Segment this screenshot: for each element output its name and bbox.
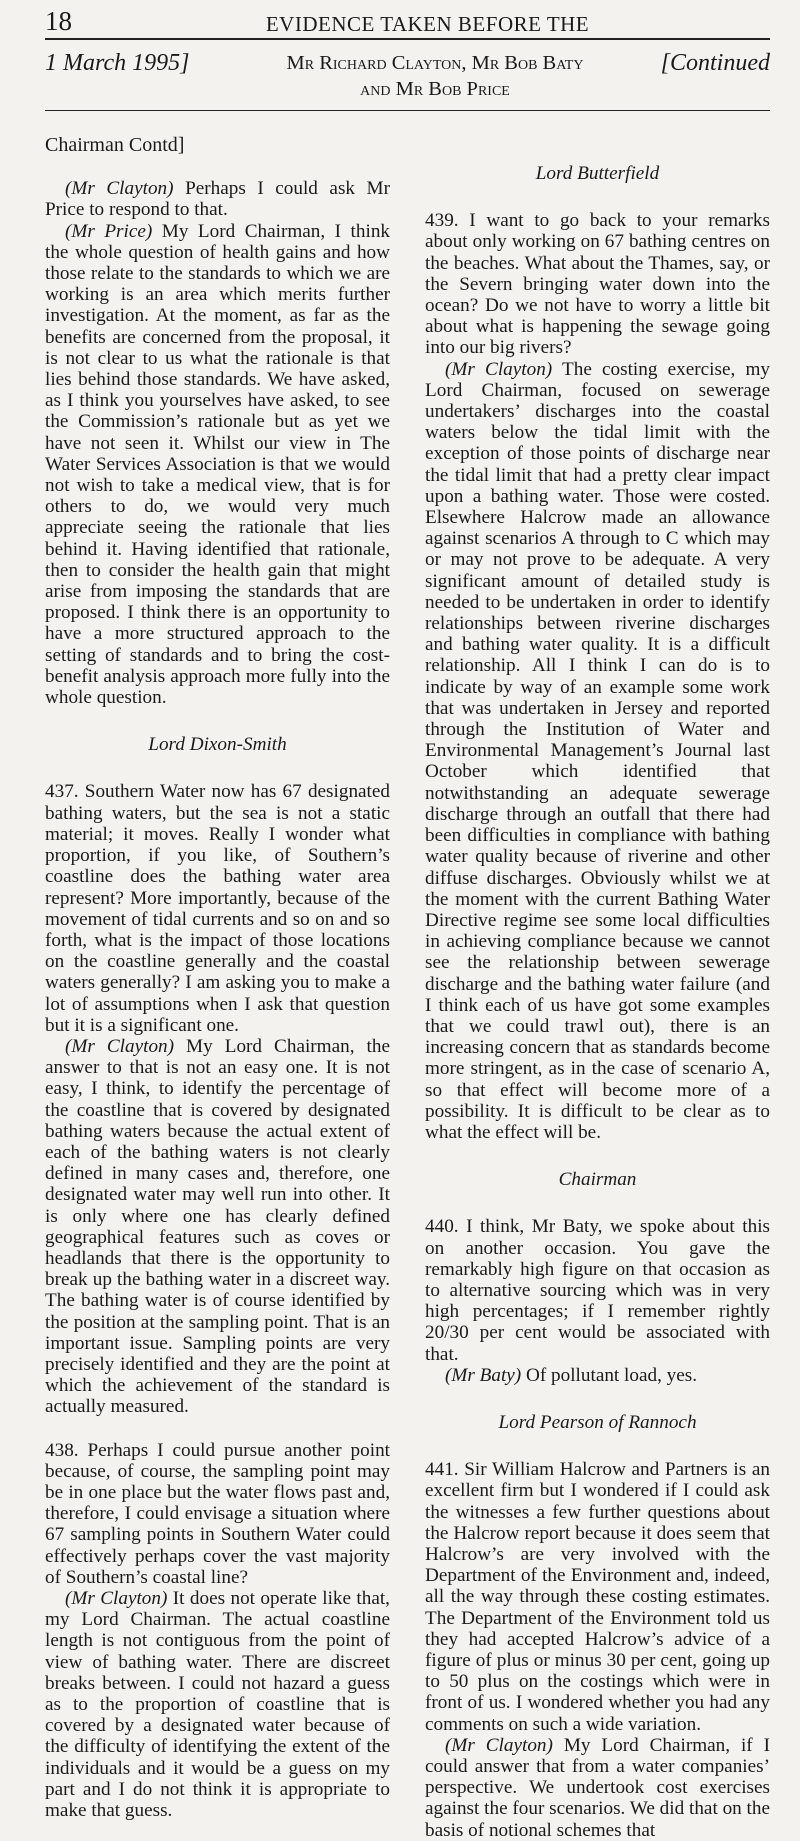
question-438: 438. Perhaps I could pursue another point because, of course, the sampling point may be in one place but the water flows past and, therefore, I could envisage a situation where 67 sampling points in Southern Water could effectively perhaps cover the vast majority of Southern’s coastal line? xyxy=(45,1439,390,1588)
speaker-tag: (Mr Clayton) xyxy=(65,1035,175,1057)
running-head xyxy=(45,0,770,38)
speaker-tag: (Mr Clayton) xyxy=(65,1588,168,1609)
speaker-heading: Chairman xyxy=(558,1169,637,1191)
witness-names-line-2: and Mr Bob Price xyxy=(360,78,510,100)
paragraph-answer xyxy=(425,1735,770,1841)
paragraph-answer xyxy=(45,178,390,220)
answer-text: My Lord Chairman, I think the whole question of health gains and how those relate to the standards to which we are working is an area which merits further investigation. At the moment, as far as the benefits are concerned from the proposal, it is not clear to us what the rationale is that lies behind those standards. We have asked, as I think you yourselves have asked, to see the Commission’s rationale but as yet we have not seen it. Whilst our view in The Water Services Association is that we would not wish to take a medical view, that is for others to do, we would very much appreciate seeing the rationale that lies behind it. Having identified that rationale, then to consider the health gain that might arise from imposing the standards that are proposed. I think there is an opportunity to have a more structured approach to the setting of standards and to bring the cost-benefit analysis approach more fully into the whole question. xyxy=(45,220,391,709)
answer-text: Perhaps I could ask Mr Price to respond to that. xyxy=(45,178,390,221)
question-437: 437. Southern Water now has 67 designated bathing waters, but the sea is not a static material; it moves. Really I wonder what proportion, if you like, of Southern’s coastline does the bathing water area represent? More importantly, because of the movement of tidal currents and so on and so forth, what is the impact of those locations on the coastline generally and the coastal waters generally? I am asking you to make a lot of assumptions when I ask that question but it is a significant one. xyxy=(45,781,390,1036)
paragraph-answer xyxy=(45,1036,390,1418)
question-441: 441. Sir William Halcrow and Partners is an excellent firm but I wondered if I could ask the witnesses a few further questions about the Halcrow report because it does seem that Halcrow’s are very involved with the Department of the Environment and, indeed, all the way through these costing estimates. The Department of the Environment told us they had accepted Halcrow’s advice of a figure of plus or minus 30 per cent, going up to 50 plus on the costings which were in front of us. I wondered whether you had any comments on such a wide variation. xyxy=(425,1459,770,1735)
speaker-heading: Lord Pearson of Rannoch xyxy=(498,1411,697,1433)
answer-text: My Lord Chairman, the answer to that is not an easy one. It is not easy, I think, to identify the percentage of the coastline that is covered by designated bathing waters because the actual extent of each of the bathing waters is not clearly defined in many cases and, therefore, one designated water may well run into other. It is only where one has clearly defined geographical features such as coves or headlands that there is the opportunity to break up the bathing water in a discreet way. The bathing water is of course identified by the position at the sampling point. That is an important issue. Sampling points are very precisely identified and they are the point at which the achievement of the standard is actually measured. xyxy=(45,1035,390,1418)
answer-text: The costing exercise, my Lord Chairman, focused on sewerage undertakers’ discharges into the coastal waters below the tidal limit with the exception of those points of discharge near the tidal limit that had a pretty clear impact upon a bathing water. Those were costed. Elsewhere Halcrow made an allowance against scenarios A through to C which may or may not prove to be adequate. A very significant amount of detailed study is needed to be undertaken in order to identify relationships between riverine discharges and bathing water quality. It is a difficult relationship. All I think I can do is to indicate by way of an example some work that was undertaken in Jersey and reported through the Institution of Water and Environmental Management’s Journal last October which identified that notwithstanding an adequate sewerage discharge through an outfall that there had been difficulties in compliance with bathing water quality because of riverine and other diffuse discharges. Obviously whilst we at the moment with the current Bathing Water Directive regime see some local difficulties in achieving compliance because we cannot see the relationship between sewerage discharge and the bathing water failure (and I think each of us have got some examples that we could trawl out), there is an increasing concern that as standards become more stringent, as in the case of scenario A, so that effect will become more of a possibility. It is difficult to be clear as to what the effect will be. xyxy=(425,358,770,1143)
right-column xyxy=(425,163,770,1841)
witness-names-line-1: Mr Richard Clayton, Mr Bob Baty xyxy=(286,52,584,74)
page-number: 18 xyxy=(45,6,72,36)
running-title: EVIDENCE TAKEN BEFORE THE xyxy=(265,12,590,36)
witness-line xyxy=(45,40,770,110)
continued-label: [Continued xyxy=(660,50,770,76)
paragraph-gap xyxy=(45,1418,390,1440)
speaker-tag: (Mr Baty) xyxy=(445,1364,522,1386)
speaker-tag: (Mr Clayton) xyxy=(65,178,174,200)
section-label-text: Chairman Contd] xyxy=(45,134,185,156)
speaker-heading: Lord Butterfield xyxy=(535,163,660,184)
speaker-tag: (Mr Clayton) xyxy=(445,358,553,380)
speaker-tag: (Mr Price) xyxy=(65,220,153,242)
two-column-body xyxy=(45,121,770,1841)
left-column xyxy=(45,121,390,1841)
paragraph-answer xyxy=(45,1588,390,1821)
session-date: 1 March 1995] xyxy=(45,50,190,76)
speaker-tag: (Mr Clayton) xyxy=(445,1734,553,1756)
question-440: 440. I think, Mr Baty, we spoke about this on another occasion. You gave the remarkably high figure on that occasion as to alternative sourcing which was in very high percentages; if I remember rightly 20/30 per cent would be associated with that. xyxy=(425,1216,770,1365)
question-439: 439. I want to go back to your remarks about only working on 67 bathing centres on the beaches. What about the Thames, say, or the Severn bringing water down into the ocean? Do we not have to worry a little bit about what is happening the sewage going into our big rivers? xyxy=(425,210,770,359)
answer-text: It does not operate like that, my Lord Chairman. The actual coastline length is not contiguous from the point of view of bathing water. There are discreet breaks between. I could not hazard a guess as to the proportion of coastline that is covered by a designated water because of the difficulty of identifying the extent of the individuals and it would be a guess on my part and I do not think it is appropriate to make that guess. xyxy=(45,1588,390,1822)
answer-text: My Lord Chairman, if I could answer that from a water companies’ perspective. We undertook cost exercises against the four scenarios. We did that on the basis of notional schemes that xyxy=(425,1734,770,1841)
witness-rule xyxy=(45,110,770,111)
section-label xyxy=(45,135,390,156)
speaker-heading: Lord Dixon-Smith xyxy=(148,734,287,756)
paragraph-answer xyxy=(425,359,770,1144)
paragraph-answer xyxy=(425,1365,770,1386)
paragraph-answer xyxy=(45,221,390,709)
answer-text: Of pollutant load, yes. xyxy=(521,1364,698,1386)
